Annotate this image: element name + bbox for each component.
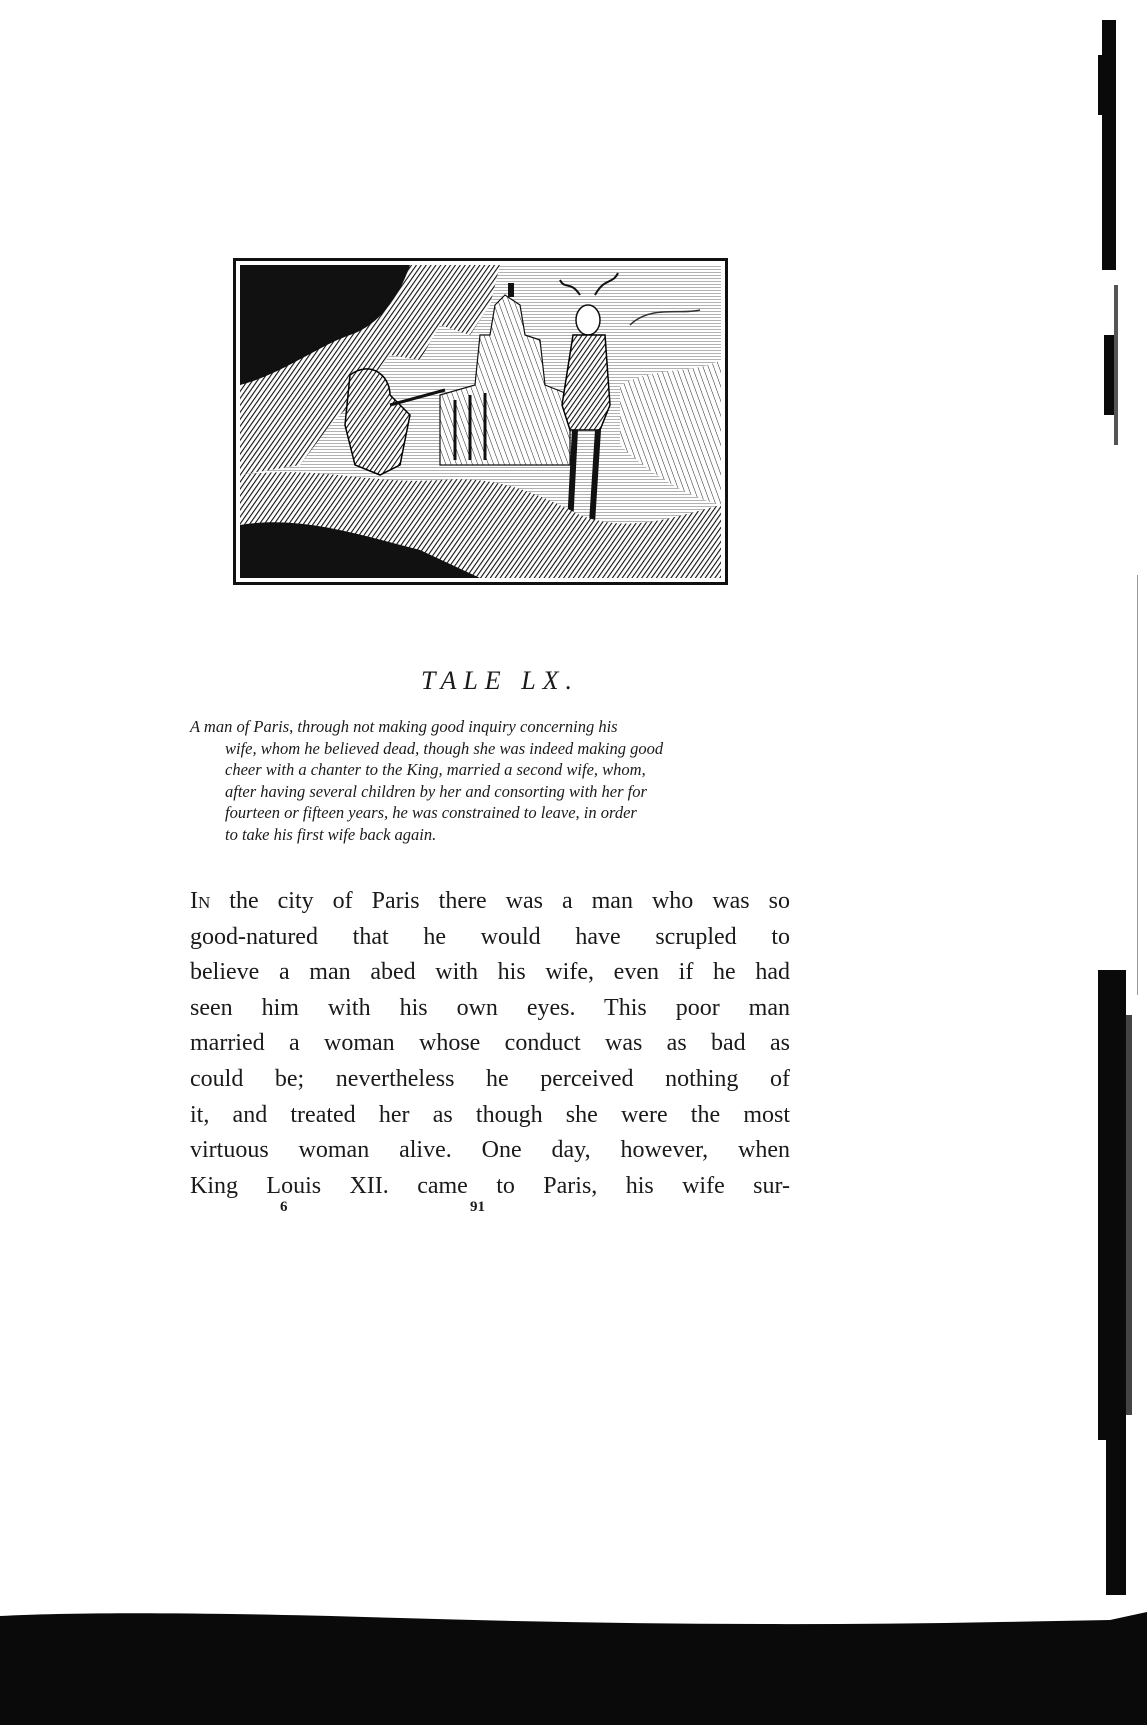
body-line: it, and treated her as though she were the most [190,1101,790,1128]
page-number: 91 [470,1199,485,1215]
body-line: believe a man abed with his wife, even if he had [190,959,790,986]
body-line: good-natured that he would have scrupled to [190,923,790,950]
body-line: virtuous woman alive. One day, however, when [190,1137,790,1164]
body-line: could be; nevertheless he perceived nothing of [190,1065,790,1092]
summary-line: wife, whom he believed dead, though she was indeed making good [225,738,664,758]
signature-mark: 6 [280,1199,288,1215]
body-line: seen him with his own eyes. This poor man [190,994,790,1021]
drop-word: In [190,888,211,914]
tale-body [190,884,790,1204]
body-line: King Louis XII. came to Paris, his wife sur- [190,1172,790,1199]
tale-title: TALE LX. [420,666,580,695]
summary-line: A man of Paris, through not making good inquiry concerning his [190,717,618,736]
engraving-image [240,265,721,578]
body-line: In the city of Paris there was a man who was so [190,888,790,914]
summary-line: cheer with a chanter to the King, married a second wife, whom, [225,760,646,779]
summary-line: to take his first wife back again. [225,824,437,844]
engraving-illustration [233,258,728,585]
scan-edge-right [1092,15,1147,1595]
summary-line: fourteen or fifteen years, he was constrained to leave, in order [225,803,637,822]
summary-line: after having several children by her and consorting with her for [225,781,647,801]
scan-edge-bottom [0,1592,1147,1725]
tale-summary [190,716,790,845]
body-line: married a woman whose conduct was as bad as [190,1030,790,1057]
